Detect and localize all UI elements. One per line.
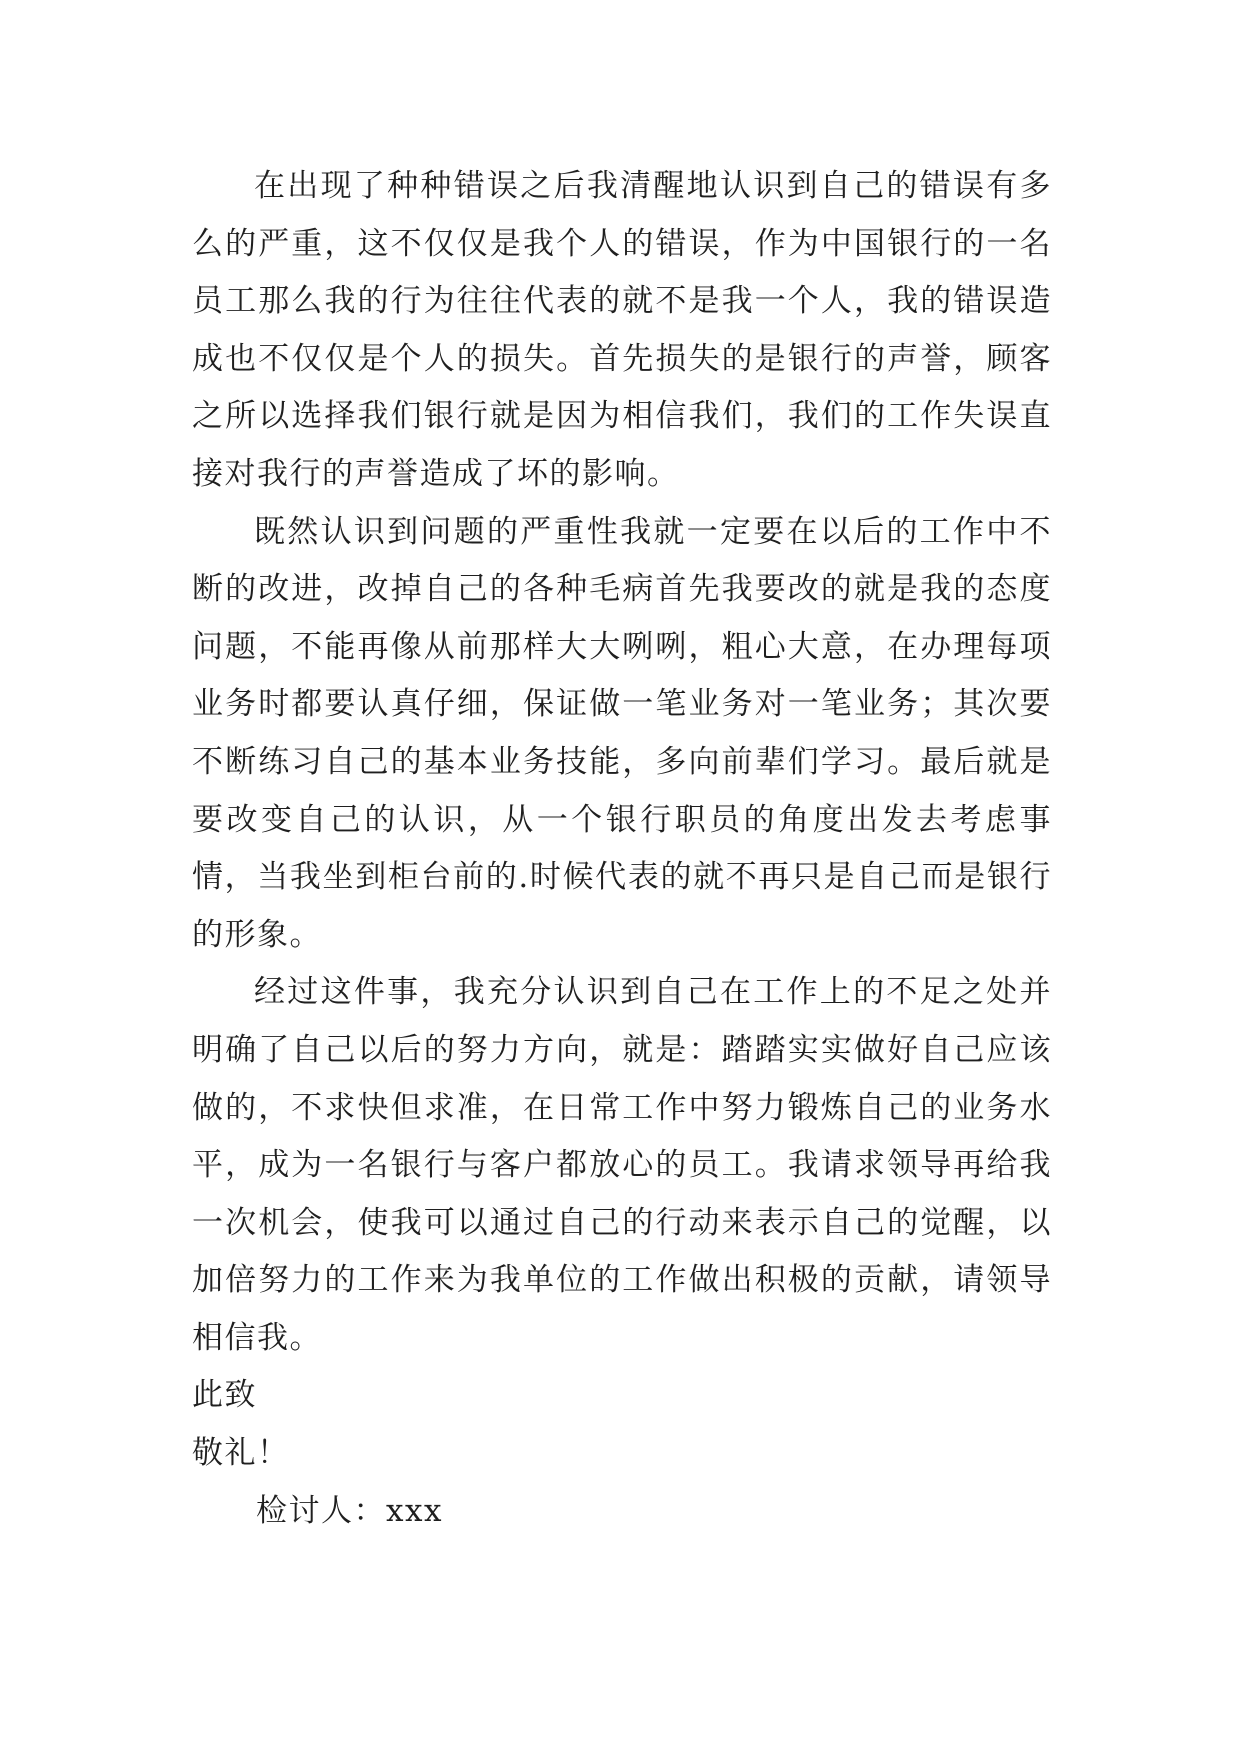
paragraph-2: 既然认识到问题的严重性我就一定要在以后的工作中不断的改进，改掉自己的各种毛病首先我要改的就是我的态度问题，不能再像从前那样大大咧咧，粗心大意，在办理每项业务时都要认真仔细，保证做一笔业务对一笔业务；其次要不断练习自己的基本业务技能，多向前辈们学习。最后就是要改变自己的认识，从一个银行职员的角度出发去考虑事情，当我坐到柜台前的.时候代表的就不再只是自己而是银行的形象。: [192, 513, 1052, 953]
signature-line: 检讨人：xxx: [256, 1492, 443, 1529]
closing-salutation: 此致: [192, 1377, 257, 1414]
letter-body: [192, 158, 1052, 1540]
paragraph-1: 在出现了种种错误之后我清醒地认识到自己的错误有多么的严重，这不仅仅是我个人的错误，作为中国银行的一名员工那么我的行为往往代表的就不是我一个人，我的错误造成也不仅仅是个人的损失。首先损失的是银行的声誉，顾客之所以选择我们银行就是因为相信我们，我们的工作失误直接对我行的声誉造成了坏的影响。: [192, 168, 1052, 492]
paragraph-3: 经过这件事，我充分认识到自己在工作上的不足之处并明确了自己以后的努力方向，就是：踏踏实实做好自己应该做的，不求快但求准，在日常工作中努力锻炼自己的业务水平，成为一名银行与客户都放心的员工。我请求领导再给我一次机会，使我可以通过自己的行动来表示自己的觉醒，以加倍努力的工作来为我单位的工作做出积极的贡献，请领导相信我。: [192, 974, 1052, 1356]
closing-regards: 敬礼！: [192, 1435, 290, 1472]
